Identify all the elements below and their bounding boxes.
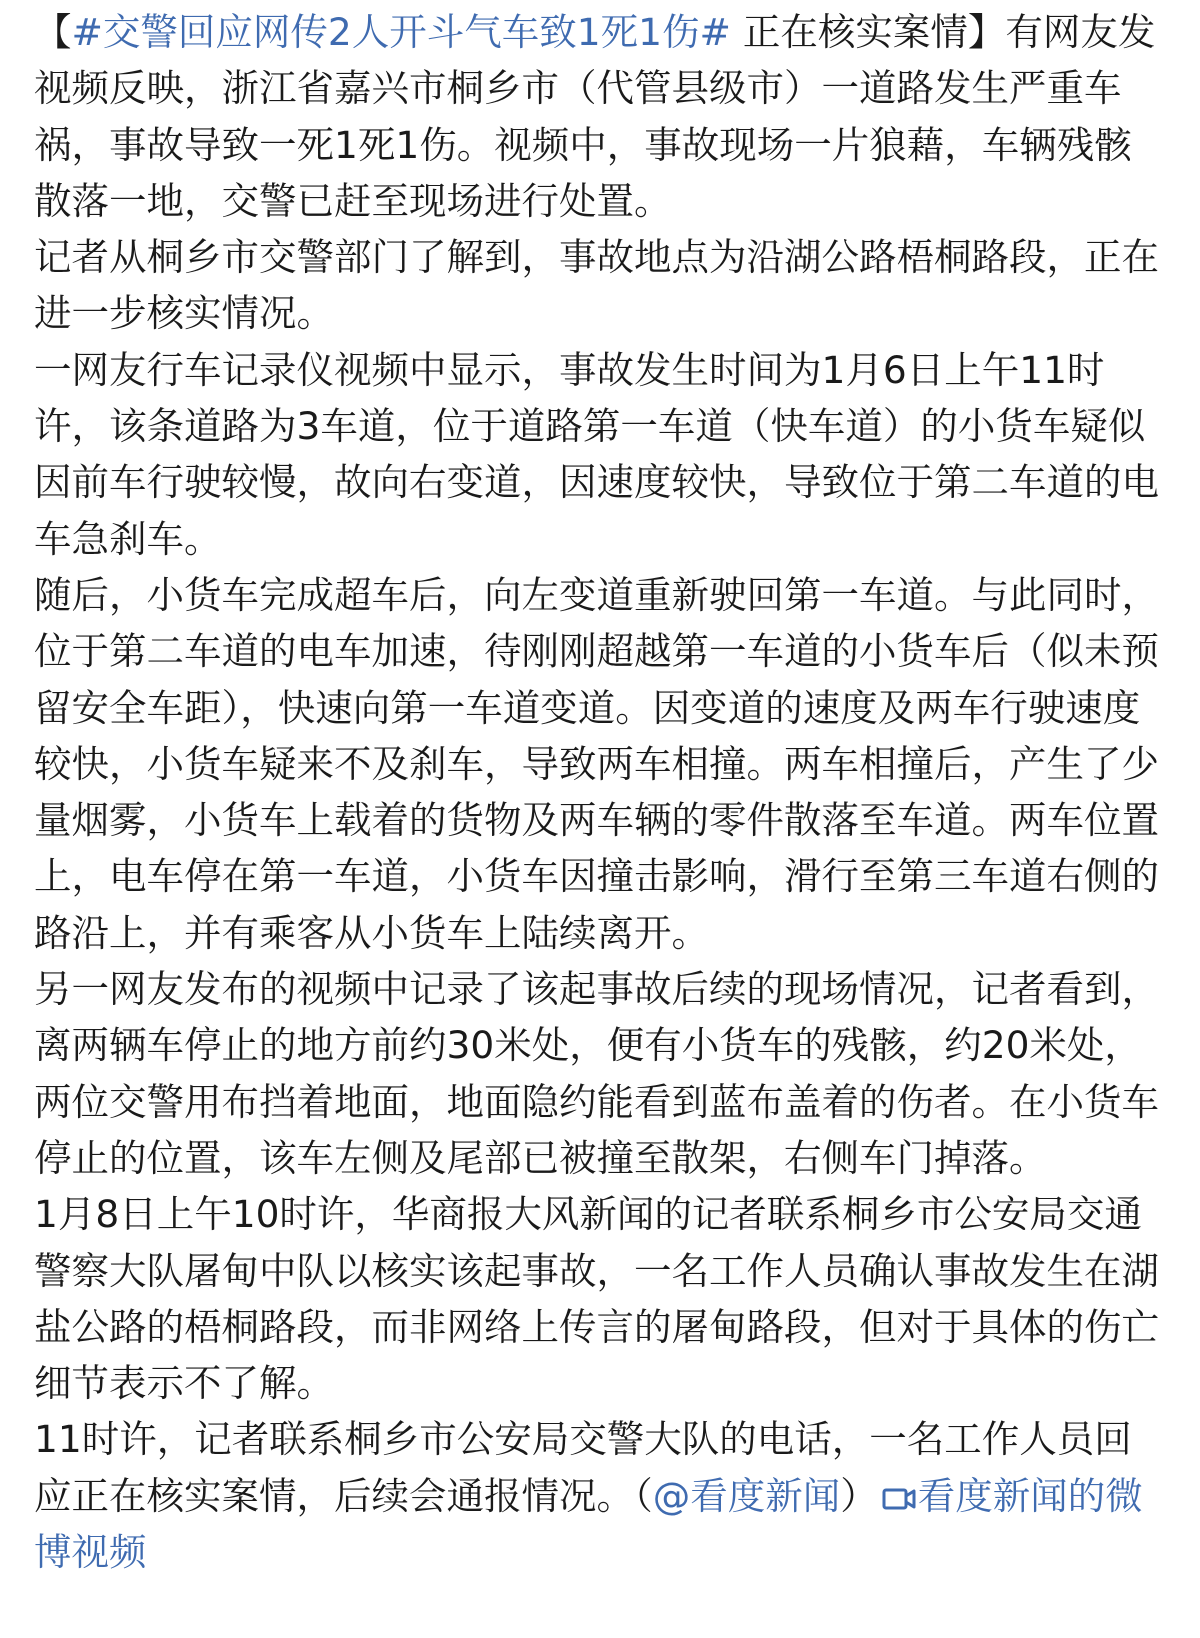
paragraph-2: 记者从桐乡市交警部门了解到，事故地点为沿湖公路梧桐路段，正在进一步核实情况。 — [34, 235, 1159, 336]
paren-close: ） — [840, 1473, 878, 1518]
post-body — [34, 4, 1164, 1580]
paragraph-1-text: 有网友发视频反映，浙江省嘉兴市桐乡市（代管县级市）一道路发生严重车祸，事故导致一死1死1伤。视频中，事故现场一片狼藉，车辆残骸散落一地，交警已赶至现场进行处置。 — [34, 10, 1156, 223]
mention-link[interactable]: @看度新闻 — [652, 1473, 841, 1518]
paragraph-5: 另一网友发布的视频中记录了该起事故后续的现场情况，记者看到，离两辆车停止的地方前约30米处，便有小货车的残骸，约20米处，两位交警用布挡着地面，地面隐约能看到蓝布盖着的伤者。在小货车停止的位置，该车左侧及尾部已被撞至散架，右侧车门掉落。 — [34, 967, 1159, 1180]
paren-open: （ — [634, 1473, 653, 1518]
hashtag-link[interactable]: #交警回应网传2人开斗气车致1死1伤# — [71, 10, 731, 54]
paragraph-7-text: 11时许，记者联系桐乡市公安局交警大队的电话，一名工作人员回应正在核实案情，后续会通报情况。 — [34, 1417, 1132, 1518]
lead-open-bracket: 【 — [34, 10, 72, 54]
paragraph-7 — [34, 1411, 1164, 1580]
paragraph-3: 一网友行车记录仪视频中显示，事故发生时间为1月6日上午11时许，该条道路为3车道，位于道路第一车道（快车道）的小货车疑似因前车行驶较慢，故向右变道，因速度较快，导致位于第二车道的电车急刹车。 — [34, 347, 1159, 561]
paragraph-6: 1月8日上午10时许，华商报大风新闻的记者联系桐乡市公安局交通警察大队屠甸中队以核实该起事故，一名工作人员确认事故发生在湖盐公路的梧桐路段，而非网络上传言的屠甸路段，但对于具体的伤亡细节表示不了解。 — [34, 1192, 1159, 1406]
video-link-label: 看度新闻的微博视频 — [34, 1473, 1143, 1575]
lead-title: 正在核实案情 — [730, 10, 968, 54]
bottom-fade — [0, 1612, 1200, 1638]
paragraph-4: 随后，小货车完成超车后，向左变道重新驶回第一车道。与此同时，位于第二车道的电车加速，待刚刚超越第一车道的小货车后（似未预留安全车距），快速向第一车道变道。因变道的速度及两车行驶速度较快，小货车疑来不及刹车，导致两车相撞。两车相撞后，产生了少量烟雾，小货车上载着的货物及两车辆的零件散落至车道。两车位置上，电车停在第一车道，小货车因撞击影响，滑行至第三车道右侧的路沿上，并有乘客从小货车上陆续离开。 — [34, 572, 1159, 955]
lead-close-bracket: 】 — [967, 10, 1006, 54]
video-icon — [882, 1485, 916, 1513]
paragraph-1 — [34, 4, 1164, 229]
